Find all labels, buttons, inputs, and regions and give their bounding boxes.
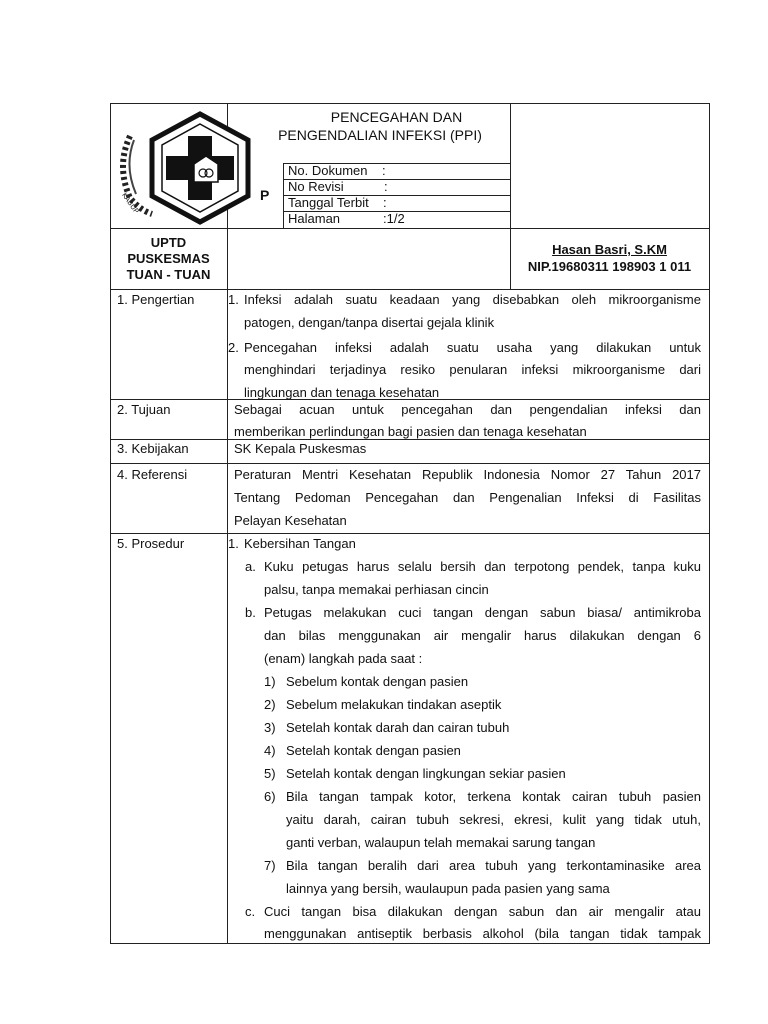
field-no-revisi-value: : bbox=[384, 179, 388, 194]
list-number: 1. bbox=[228, 292, 239, 307]
field-halaman-label: Halaman bbox=[288, 211, 341, 226]
document-title-line2: PENGENDALIAN INFEKSI (PPI) bbox=[278, 127, 482, 143]
signer-nip: NIP.19680311 198903 1 011 bbox=[527, 259, 692, 274]
step-line: Sebelum melakukan tindakan aseptik bbox=[286, 697, 502, 712]
section-label: 1. Pengertian bbox=[117, 292, 195, 307]
section-text-line: memberikan perlindungan bagi pasien dan tenaga kesehatan bbox=[234, 424, 587, 439]
procedure-heading: Kebersihan Tangan bbox=[244, 536, 356, 551]
step-number: 3) bbox=[264, 720, 276, 735]
document-title-line1: PENCEGAHAN DAN bbox=[330, 109, 463, 125]
list-number: 2. bbox=[228, 340, 239, 355]
sop-letter: P bbox=[260, 187, 270, 203]
step-number: 7) bbox=[264, 858, 276, 873]
field-no-revisi-label: No Revisi bbox=[288, 179, 344, 194]
section-label: 2. Tujuan bbox=[117, 402, 171, 417]
list-item-line: menghindari terjadinya resiko penularan infeksi mikroorganisme dari bbox=[244, 362, 701, 377]
org-line1: UPTD bbox=[150, 235, 187, 250]
puskesmas-logo bbox=[148, 110, 252, 226]
list-item-line: Petugas melakukan cuci tangan dengan sabun biasa/ antimikroba bbox=[264, 605, 701, 620]
step-number: 1) bbox=[264, 674, 276, 689]
step-number: 6) bbox=[264, 789, 276, 804]
list-letter: c. bbox=[245, 904, 256, 919]
section-label: 4. Referensi bbox=[117, 467, 188, 482]
list-item-line: Infeksi adalah suatu keadaan yang disebabkan oleh mikroorganisme bbox=[244, 292, 701, 307]
list-item-line: patogen, dengan/tanpa disertai gejala klinik bbox=[244, 315, 495, 330]
list-item-line: Cuci tangan bisa dilakukan dengan sabun dan air mengalir atau bbox=[264, 904, 701, 919]
section-text-line: Pelayan Kesehatan bbox=[234, 513, 347, 528]
org-line3: TUAN - TUAN bbox=[126, 267, 211, 282]
signer-name: Hasan Basri, S.KM bbox=[552, 242, 667, 257]
field-tanggal-terbit-value: : bbox=[383, 195, 387, 210]
list-item-line: palsu, tanpa memakai perhiasan cincin bbox=[264, 582, 489, 597]
list-item-line: Kuku petugas harus selalu bersih dan terpotong pendek, tanpa kuku bbox=[264, 559, 701, 574]
section-label: 5. Prosedur bbox=[117, 536, 185, 551]
org-line2: PUSKESMAS bbox=[127, 251, 210, 266]
step-line: Setelah kontak darah dan cairan tubuh bbox=[286, 720, 510, 735]
emblem-text: KABUP bbox=[120, 191, 141, 216]
section-text-line: Tentang Pedoman Pencegahan dan Pengenalian Infeksi di Fasilitas bbox=[234, 490, 701, 505]
step-line: ganti verban, walaupun telah memakai sarung tangan bbox=[286, 835, 596, 850]
step-line: Bila tangan beralih dari area tubuh yang terkontaminasike area bbox=[286, 858, 701, 873]
field-no-dokumen-label: No. Dokumen bbox=[288, 163, 368, 178]
step-number: 5) bbox=[264, 766, 276, 781]
section-text-line: Sebagai acuan untuk pencegahan dan pengendalian infeksi dan bbox=[234, 402, 701, 417]
section-text: SK Kepala Puskesmas bbox=[234, 441, 367, 456]
list-item-line: Pencegahan infeksi adalah suatu usaha yang dilakukan untuk bbox=[244, 340, 701, 355]
step-number: 2) bbox=[264, 697, 276, 712]
step-line: lainnya yang bersih, waulaupun pada pasien yang sama bbox=[286, 881, 610, 896]
list-item-line: menggunakan antiseptik berbasis alkohol (bila tangan tidak tampak bbox=[264, 926, 701, 941]
step-number: 4) bbox=[264, 743, 276, 758]
section-label: 3. Kebijakan bbox=[117, 441, 189, 456]
step-line: Bila tangan tampak kotor, terkena kontak cairan tubuh pasien bbox=[286, 789, 701, 804]
list-number: 1. bbox=[228, 536, 239, 551]
step-line: Setelah kontak dengan pasien bbox=[286, 743, 461, 758]
list-item-line: dan bilas menggunakan air mengalir harus dilakukan dengan 6 bbox=[264, 628, 701, 643]
step-line: Sebelum kontak dengan pasien bbox=[286, 674, 469, 689]
list-item-line: (enam) langkah pada saat : bbox=[264, 651, 423, 666]
field-no-dokumen-value: : bbox=[382, 163, 386, 178]
step-line: yaitu darah, cairan tubuh sekresi, ekresi, kulit yang tidak utuh, bbox=[286, 812, 701, 827]
list-letter: b. bbox=[245, 605, 256, 620]
list-item-line: lingkungan dan tenaga kesehatan bbox=[244, 385, 440, 400]
section-text-line: Peraturan Mentri Kesehatan Republik Indonesia Nomor 27 Tahun 2017 bbox=[234, 467, 701, 482]
list-letter: a. bbox=[245, 559, 256, 574]
step-line: Setelah kontak dengan lingkungan sekiar pasien bbox=[286, 766, 566, 781]
field-tanggal-terbit-label: Tanggal Terbit bbox=[288, 195, 369, 210]
field-halaman-value: :1/2 bbox=[383, 211, 405, 226]
